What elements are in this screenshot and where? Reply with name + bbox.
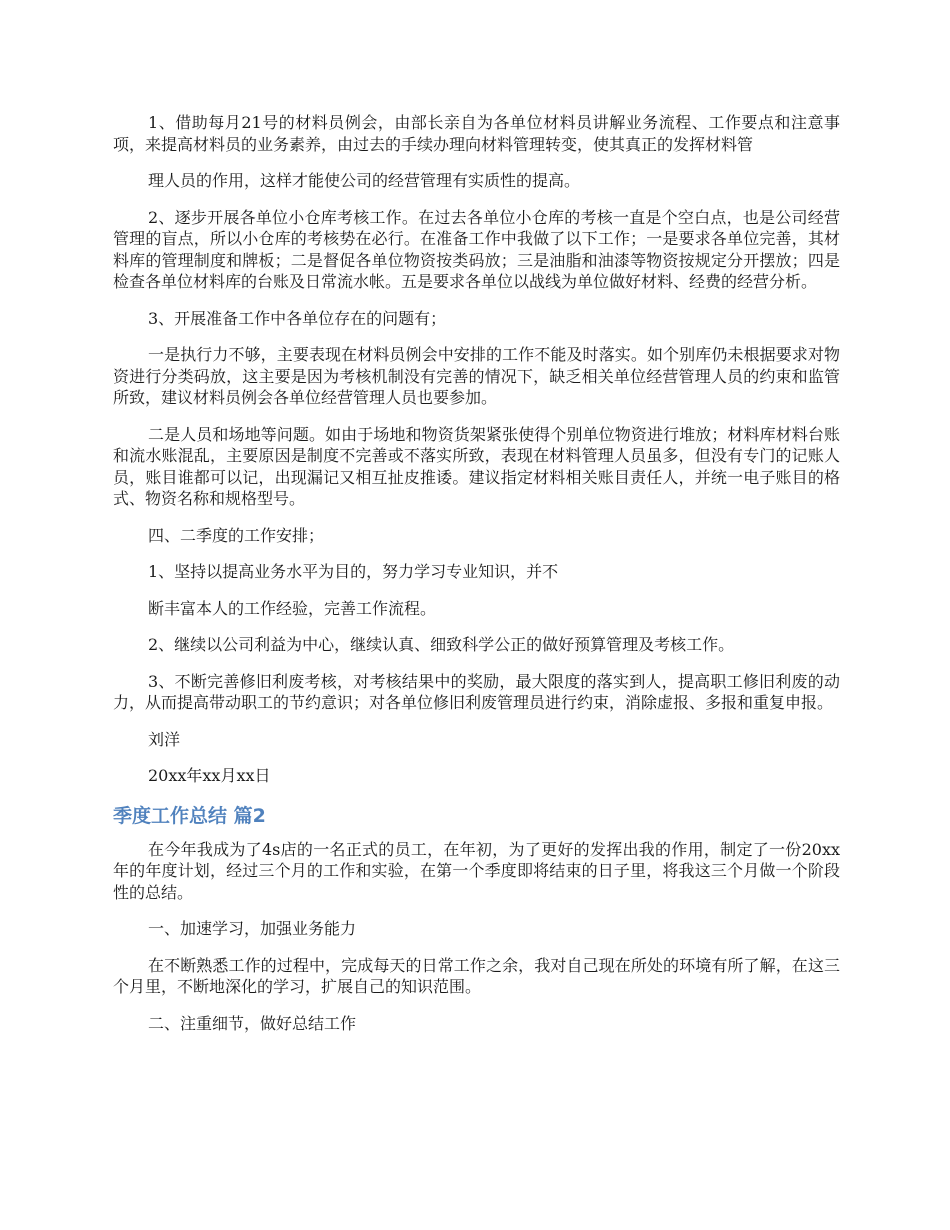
paragraph-details-title: 二、注重细节，做好总结工作 <box>148 1013 357 1033</box>
paragraph-execution-problem: 一是执行力不够，主要表现在材料员例会中安排的工作不能及时落实。如个别库仍未根据要求对物资进行分类码放，这主要是因为考核机制没有完善的情况下，缺乏相关单位经营管理人员的约束和监管所致，建议材料员例会各单位经营管理人员也要参加。 <box>113 345 840 407</box>
paragraph-q2-plan-3: 3、不断完善修旧利废考核，对考核结果中的奖励，最大限度的落实到人，提高职工修旧利废的动力，从而提高带动职工的节约意识；对各单位修旧利废管理员进行约束，消除虚报、多报和重复申报。 <box>113 671 840 712</box>
paragraph-problems-title: 3、开展准备工作中各单位存在的问题有； <box>148 308 447 328</box>
signature-date: 20xx年xx月xx日 <box>148 766 271 785</box>
document-page <box>113 112 840 1049</box>
section-heading: 季度工作总结 篇2 <box>113 804 266 827</box>
paragraph-q2-plan-1-cont: 断丰富本人的工作经验，完善工作流程。 <box>148 598 437 618</box>
paragraph-q2-plan-1: 1、坚持以提高业务水平为目的，努力学习专业知识，并不 <box>148 562 559 581</box>
paragraph-material-meeting-cont: 理人员的作用，这样才能使公司的经营管理有实质性的提高。 <box>148 171 581 190</box>
signature-name: 刘洋 <box>148 729 181 749</box>
paragraph-staff-site-problem: 二是人员和场地等问题。如由于场地和物资货架紧张使得个别单位物资进行堆放；材料库材料台账和流水账混乱，主要原因是制度不完善或不落实所致，表现在材料管理人员虽多，但没有专门的记账人员，账目谁都可以记，出现漏记又相互扯皮推诿。建议指定材料相关账目责任人，并统一电子账目的格式、物资名称和规格型号。 <box>113 424 840 508</box>
paragraph-q2-plan-title: 四、二季度的工作安排； <box>148 525 325 545</box>
paragraph-learning-body: 在不断熟悉工作的过程中，完成每天的日常工作之余，我对自己现在所处的环境有所了解，在这三个月里，不断地深化的学习，扩展自己的知识范围。 <box>113 955 840 996</box>
paragraph-material-meeting: 1、借助每月21号的材料员例会，由部长亲自为各单位材料员讲解业务流程、工作要点和注意事项，来提高材料员的业务素养，由过去的手续办理向材料管理转变，使其真正的发挥材料管 <box>113 113 840 154</box>
paragraph-warehouse-assessment: 2、逐步开展各单位小仓库考核工作。在过去各单位小仓库的考核一直是个空白点，也是公司经营管理的盲点，所以小仓库的考核势在必行。在准备工作中我做了以下工作；一是要求各单位完善，其材料库的管理制度和牌板；二是督促各单位物资按类码放；三是油脂和油漆等物资按规定分开摆放；四是检查各单位材料库的台账及日常流水帐。五是要求各单位以战线为单位做好材料、经费的经营分析。 <box>113 207 840 291</box>
paragraph-intro: 在今年我成为了4s店的一名正式的员工，在年初，为了更好的发挥出我的作用，制定了一份20xx年的年度计划，经过三个月的工作和实验，在第一个季度即将结束的日子里，将我这三个月做一个阶段性的总结。 <box>113 839 840 902</box>
paragraph-learning-title: 一、加速学习，加强业务能力 <box>148 919 357 938</box>
paragraph-q2-plan-2: 2、继续以公司利益为中心，继续认真、细致科学公正的做好预算管理及考核工作。 <box>148 635 735 654</box>
